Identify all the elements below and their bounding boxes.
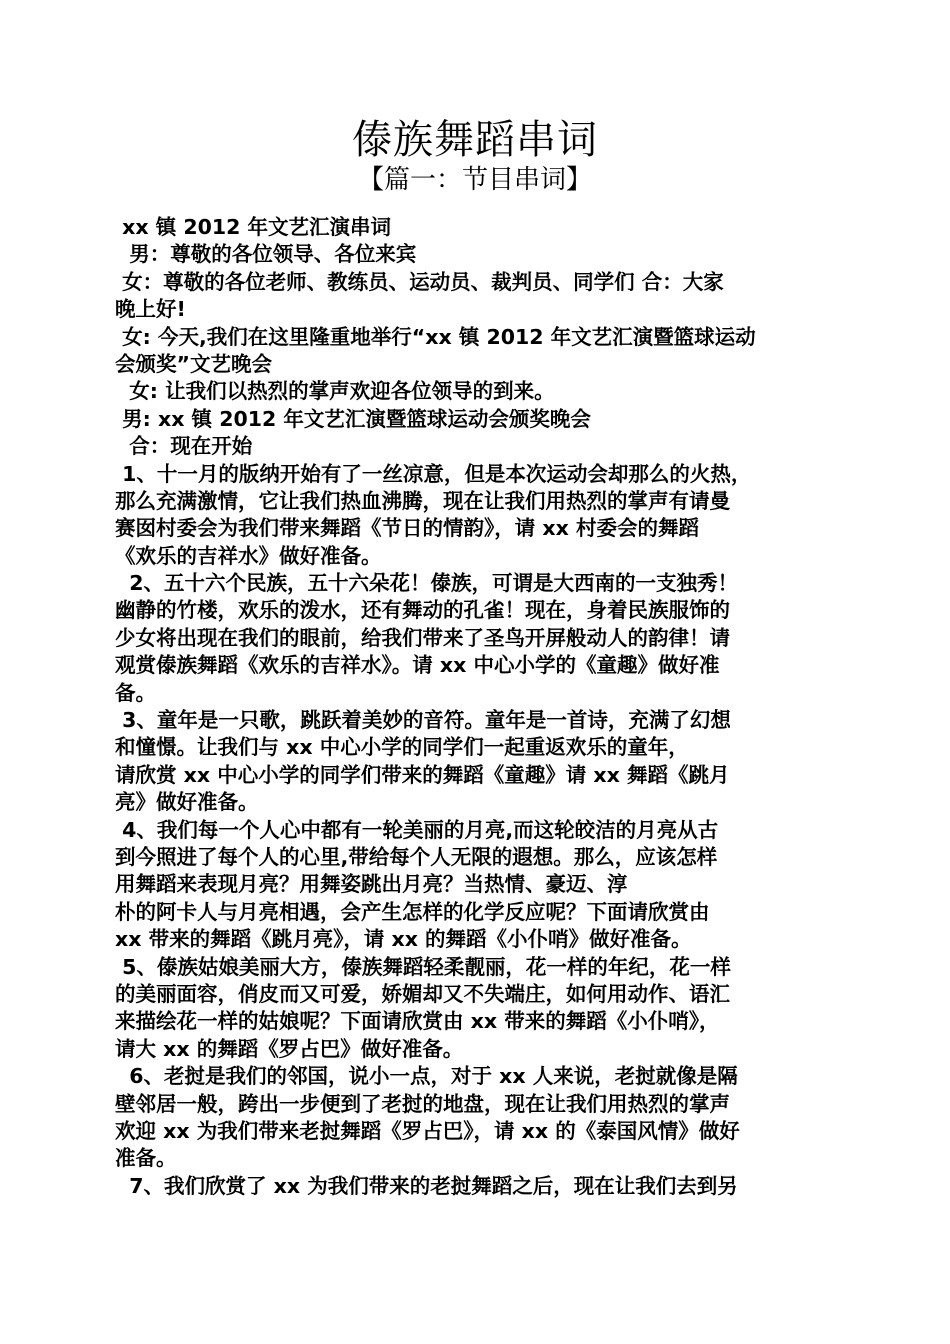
text-line: 合：现在开始 (115, 434, 253, 459)
text-line: xx 带来的舞蹈《跳月亮》，请 xx 的舞蹈《小仆哨》做好准备。 (115, 927, 692, 952)
text-line: 2、五十六个民族，五十六朵花！傣族，可谓是大西南的一支独秀！ (115, 571, 739, 596)
text-line: 少女将出现在我们的眼前，给我们带来了圣鸟开屏般动人的韵律！请 (115, 625, 730, 650)
text-line: 到今照进了每个人的心里,带给每个人无限的遐想。那么，应该怎样 (115, 844, 718, 869)
text-line: 女: 今天,我们在这里隆重地举行“xx 镇 2012 年文艺汇演暨篮球运动 (115, 324, 756, 349)
text-line: 女: 让我们以热烈的掌声欢迎各位领导的到来。 (115, 379, 555, 404)
text-line: 用舞蹈来表现月亮？用舞姿跳出月亮？当热情、豪迈、淳 (115, 872, 628, 897)
document-subtitle: 【篇一：节目串词】 (357, 165, 592, 195)
text-line: 男: xx 镇 2012 年文艺汇演暨篮球运动会颁奖晚会 (115, 406, 591, 431)
text-line: 请欣赏 xx 中心小学的同学们带来的舞蹈《童趣》请 xx 舞蹈《跳月 (115, 762, 730, 787)
text-line: 1、十一月的版纳开始有了一丝凉意，但是本次运动会却那么的火热， (115, 461, 752, 486)
text-line: 会颁奖”文艺晚会 (115, 351, 272, 376)
text-line: 请大 xx 的舞蹈《罗占巴》做好准备。 (115, 1036, 464, 1061)
text-line: 壁邻居一般，跨出一步便到了老挝的地盘，现在让我们用热烈的掌声 (115, 1091, 730, 1116)
text-line: 6、老挝是我们的邻国，说小一点，对于 xx 人来说，老挝就像是隔 (115, 1064, 738, 1089)
text-line: 7、我们欣赏了 xx 为我们带来的老挝舞蹈之后，现在让我们去到另 (115, 1173, 738, 1198)
text-line: 朴的阿卡人与月亮相遇，会产生怎样的化学反应呢？下面请欣赏由 (115, 899, 710, 924)
text-line: 和憧憬。让我们与 xx 中心小学的同学们一起重返欢乐的童年， (115, 735, 689, 760)
text-line: 来描绘花一样的姑娘呢？下面请欣赏由 xx 带来的舞蹈《小仆哨》， (115, 1009, 720, 1034)
text-line: xx 镇 2012 年文艺汇演串词 (115, 215, 392, 239)
text-line: 晚上好! (115, 297, 186, 322)
text-line: 欢迎 xx 为我们带来老挝舞蹈《罗占巴》，请 xx 的《泰国风情》做好 (115, 1118, 740, 1143)
text-line: 5、傣族姑娘美丽大方，傣族舞蹈轻柔靓丽，花一样的年纪，花一样 (115, 954, 731, 979)
text-line: 观赏傣族舞蹈《欢乐的吉祥水》。请 xx 中心小学的《童趣》做好准 (115, 653, 720, 678)
text-line: 幽静的竹楼，欢乐的泼水，还有舞动的孔雀！现在，身着民族服饰的 (115, 598, 730, 623)
text-line: 3、童年是一只歌，跳跃着美妙的音符。童年是一首诗，充满了幻想 (115, 708, 731, 733)
document-title: 傣族舞蹈串词 (352, 117, 598, 163)
text-line: 亮》做好准备。 (115, 790, 259, 815)
document-body (115, 214, 845, 1200)
text-line: 女：尊敬的各位老师、教练员、运动员、裁判员、同学们 合：大家 (115, 269, 724, 294)
text-line: 备。 (115, 680, 156, 705)
text-line: 的美丽面容，俏皮而又可爱，娇媚却又不失端庄，如何用动作、语汇 (115, 981, 730, 1006)
text-line: 《欢乐的吉祥水》做好准备。 (115, 543, 382, 568)
text-line: 那么充满激情，它让我们热血沸腾，现在让我们用热烈的掌声有请曼 (115, 488, 730, 513)
text-line: 4、我们每一个人心中都有一轮美丽的月亮,而这轮皎洁的月亮从古 (115, 817, 719, 842)
text-line: 赛囡村委会为我们带来舞蹈《节日的情韵》，请 xx 村委会的舞蹈 (115, 516, 699, 541)
text-line: 准备。 (115, 1146, 177, 1171)
text-line: 男：尊敬的各位领导、各位来宾 (115, 242, 417, 267)
